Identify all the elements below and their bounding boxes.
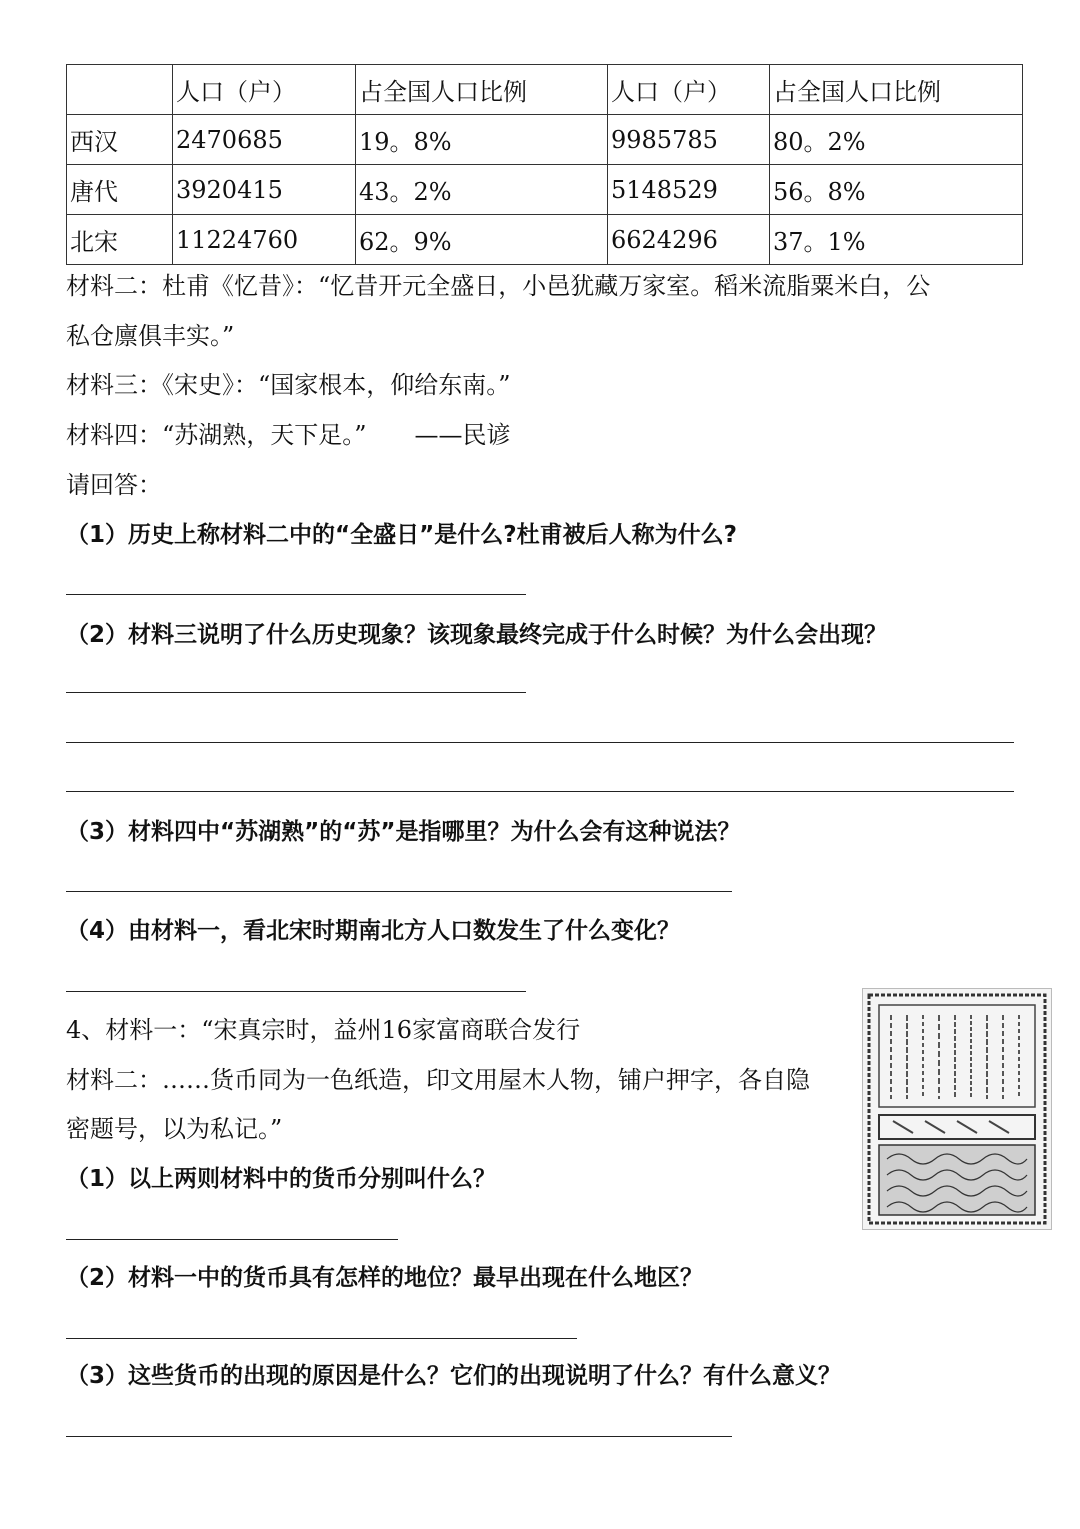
table-cell: 37。1% (770, 215, 1023, 265)
table-cell: 43。2% (356, 165, 608, 215)
table-header-cell: 占全国人口比例 (356, 65, 608, 115)
answer-line[interactable] (66, 1436, 732, 1437)
answer-prompt: 请回答： (66, 471, 162, 499)
table-cell: 19。8% (356, 115, 608, 165)
table-cell: 2470685 (173, 115, 356, 165)
question-4-2: （2）材料一中的货币具有怎样的地位？最早出现在什么地区？ (66, 1265, 704, 1291)
question-4-3: （3）这些货币的出现的原因是什么？它们的出现说明了什么？有什么意义？ (66, 1363, 842, 1389)
answer-line[interactable] (66, 1239, 398, 1240)
answer-line[interactable] (66, 791, 1014, 792)
banknote-icon (863, 989, 1051, 1229)
table-header-cell (67, 65, 173, 115)
material-2-line-1: 材料二：杜甫《忆昔》：“忆昔开元全盛日，小邑犹藏万家室。稻米流脂粟米白，公 (66, 272, 931, 300)
table-cell: 62。9% (356, 215, 608, 265)
answer-line[interactable] (66, 594, 526, 595)
question-3-4: （4）由材料一，看北宋时期南北方人口数发生了什么变化？ (66, 918, 681, 944)
table-cell: 11224760 (173, 215, 356, 265)
table-cell: 6624296 (608, 215, 770, 265)
table-header-row (67, 65, 1023, 115)
jiaozi-banknote-image (862, 988, 1052, 1230)
question-3-2: （2）材料三说明了什么历史现象？该现象最终完成于什么时候？为什么会出现？ (66, 622, 888, 648)
table-cell: 80。2% (770, 115, 1023, 165)
table-cell: 西汉 (67, 115, 173, 165)
population-table (66, 64, 1023, 265)
answer-line[interactable] (66, 742, 1014, 743)
material-2-line-2: 私仓廪俱丰实。” (66, 322, 235, 350)
table-cell: 3920415 (173, 165, 356, 215)
table-cell: 北宋 (67, 215, 173, 265)
table-cell: 9985785 (608, 115, 770, 165)
table-row (67, 215, 1023, 265)
table-header-cell: 人口（户） (608, 65, 770, 115)
answer-line[interactable] (66, 991, 526, 992)
table-cell: 5148529 (608, 165, 770, 215)
material-4: 材料四：“苏湖熟，天下足。” ——民谚 (66, 421, 511, 449)
table-header-cell: 人口（户） (173, 65, 356, 115)
material-3: 材料三：《宋史》：“国家根本，仰给东南。” (66, 371, 511, 399)
section-4-material-2-line-1: 材料二：……货币同为一色纸造，印文用屋木人物，铺户押字，各自隐 (66, 1066, 810, 1094)
section-4-material-2-line-2: 密题号，以为私记。” (66, 1115, 283, 1143)
answer-line[interactable] (66, 1338, 577, 1339)
section-4-material-1: 4、材料一：“宋真宗时，益州16家富商联合发行 (66, 1016, 581, 1044)
table-row (67, 165, 1023, 215)
answer-line[interactable] (66, 891, 732, 892)
table-header-cell: 占全国人口比例 (770, 65, 1023, 115)
question-4-1: （1）以上两则材料中的货币分别叫什么？ (66, 1166, 497, 1192)
question-3-1: （1）历史上称材料二中的“全盛日”是什么?杜甫被后人称为什么? (66, 522, 737, 548)
question-3-3: （3）材料四中“苏湖熟”的“苏”是指哪里？为什么会有这种说法？ (66, 819, 741, 845)
table-row (67, 115, 1023, 165)
table-cell: 56。8% (770, 165, 1023, 215)
answer-line[interactable] (66, 692, 526, 693)
table-cell: 唐代 (67, 165, 173, 215)
